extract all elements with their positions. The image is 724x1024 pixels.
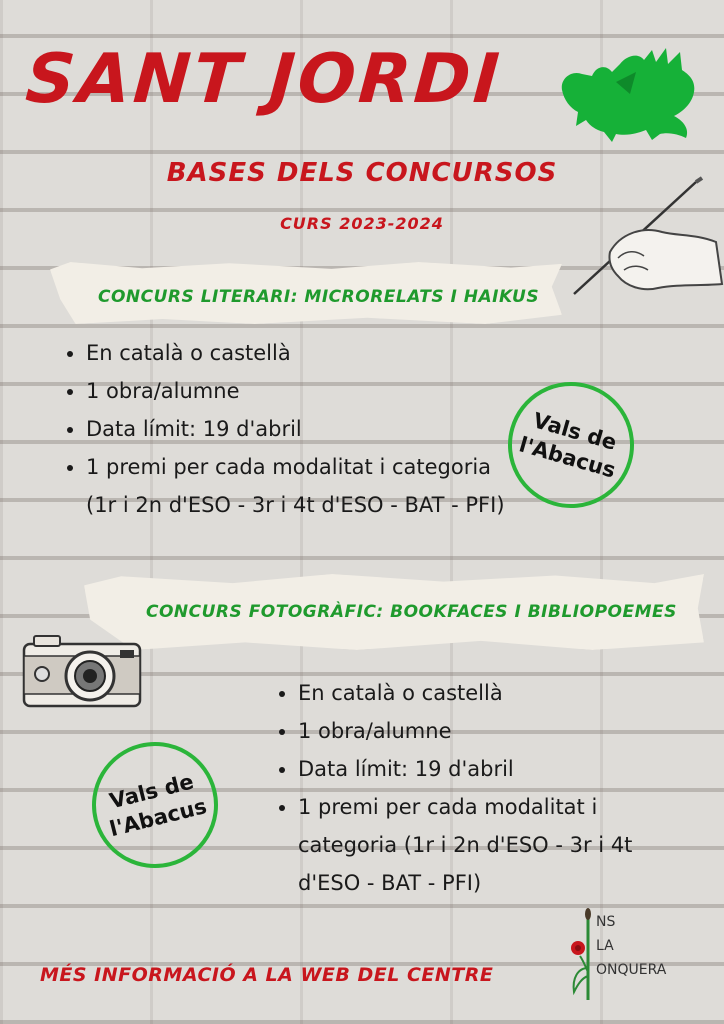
subtitle: BASES DELS CONCURSOS: [166, 158, 558, 188]
pen-hand-icon: [566, 174, 724, 304]
logo-line: ONQUERA: [596, 962, 667, 978]
list-item: • 1 premi per cada modalitat i categoria (1r i 2n d'ESO - 3r i 4t d'ESO - BAT - PFI): [298, 788, 698, 902]
badge-vals-abacus: [493, 367, 649, 523]
logo-line: NS: [596, 914, 616, 930]
contest-photo-heading: CONCURS FOTOGRÀFIC: BOOKFACES I BIBLIOPOEMES: [146, 602, 677, 622]
camera-icon: [22, 630, 142, 710]
list-item: • En català o castellà: [86, 334, 506, 372]
list-item: • 1 premi per cada modalitat i categoria (1r i 2n d'ESO - 3r i 4t d'ESO - BAT - PFI): [86, 448, 506, 524]
school-logo: [566, 908, 706, 1004]
poster-title: SANT JORDI: [23, 40, 505, 119]
list-item: • 1 obra/alumne: [298, 712, 698, 750]
footer-more-info: MÉS INFORMACIÓ A LA WEB DEL CENTRE: [40, 964, 494, 986]
course-year: CURS 2023-2024: [280, 214, 444, 233]
badge-vals-abacus: [79, 729, 232, 882]
contest-literary-heading: CONCURS LITERARI: MICRORELATS I HAIKUS: [98, 287, 540, 307]
logo-line: LA: [596, 938, 614, 954]
list-item: • En català o castellà: [298, 674, 698, 712]
contest-photo-rules: [274, 674, 698, 902]
badge-label: Vals de l'Abacus: [107, 769, 210, 842]
dragon-icon: [556, 42, 701, 142]
list-item: • Data límit: 19 d'abril: [86, 410, 506, 448]
list-item: • 1 obra/alumne: [86, 372, 506, 410]
badge-label: Vals de l'Abacus: [516, 408, 620, 483]
list-item: • Data límit: 19 d'abril: [298, 750, 698, 788]
contest-literary-rules: [62, 334, 506, 524]
logo-text: [596, 910, 666, 982]
